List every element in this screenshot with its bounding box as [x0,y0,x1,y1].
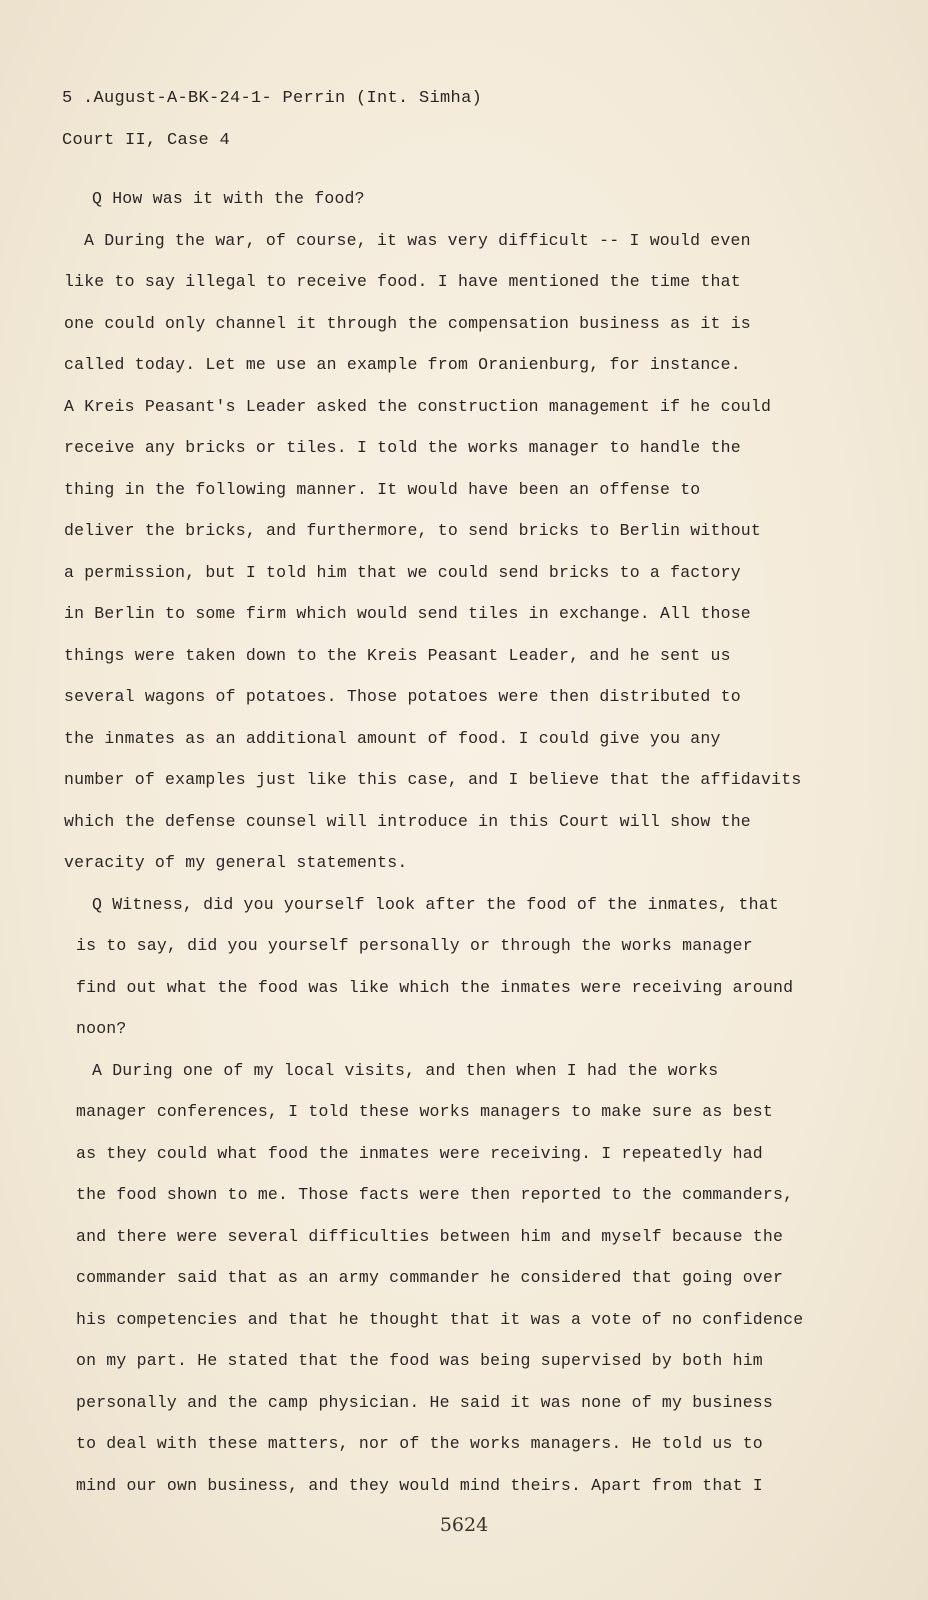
page-number: 5624 [439,1514,489,1536]
answer-paragraph [64,220,854,884]
text-line: deliver the bricks, and furthermore, to send bricks to Berlin without [64,521,762,540]
text-line: to deal with these matters, nor of the works managers. He told us to [76,1434,763,1453]
text-line: Q How was it with the food? [92,189,365,208]
text-line: A Kreis Peasant's Leader asked the construction management if he could [64,396,772,416]
text-line: manager conferences, I told these works managers to make sure as best [76,1102,774,1121]
text-line: called today. Let me use an example from Oranienburg, for instance. [64,355,741,374]
document-header [62,78,482,161]
header-reference-line: 5 .August-A-BK-24-1- Perrin (Int. Simha) [62,89,483,108]
text-line: on my part. He stated that the food was being supervised by both him [76,1351,763,1370]
text-line: his competencies and that he thought that it was a vote of no confidence [76,1309,804,1329]
text-line: personally and the camp physician. He said it was none of my business [76,1392,774,1412]
text-line: Q Witness, did you yourself look after the food of the inmates, that [92,894,779,914]
text-line: one could only channel it through the compensation business as it is [64,313,751,333]
text-line: as they could what food the inmates were receiving. I repeatedly had [76,1143,763,1163]
text-line: which the defense counsel will introduce in this Court will show the [64,811,751,831]
text-line: find out what the food was like which the inmates were receiving around [76,977,794,997]
text-line: like to say illegal to receive food. I have mentioned the time that [64,272,741,291]
header-court-line: Court II, Case 4 [62,130,231,150]
text-line: A During the war, of course, it was very difficult -- I would even [84,230,751,250]
text-line: things were taken down to the Kreis Peasant Leader, and he sent us [64,645,731,665]
text-line: the inmates as an additional amount of food. I could give you any [64,728,721,748]
text-line: a permission, but I told him that we could send bricks to a factory [64,562,741,582]
answer-paragraph [64,1050,854,1507]
text-line: number of examples just like this case, and I believe that the affidavits [64,770,802,789]
text-line: A During one of my local visits, and then when I had the works [92,1060,719,1080]
transcript-body [64,178,854,1506]
text-line: in Berlin to some firm which would send tiles in exchange. All those [64,604,751,623]
question-paragraph [64,178,854,220]
text-line: receive any bricks or tiles. I told the works manager to handle the [64,438,741,457]
text-line: several wagons of potatoes. Those potatoes were then distributed to [64,687,741,706]
text-line: veracity of my general statements. [64,853,408,872]
text-line: thing in the following manner. It would have been an offense to [64,479,701,499]
text-line: is to say, did you yourself personally or through the works manager [76,936,753,955]
text-line: the food shown to me. Those facts were then reported to the commanders, [76,1185,794,1204]
text-line: noon? [76,1019,127,1038]
question-paragraph [64,884,854,1050]
text-line: commander said that as an army commander he considered that going over [76,1268,784,1287]
text-line: mind our own business, and they would mind theirs. Apart from that I [76,1475,763,1495]
text-line: and there were several difficulties between him and myself because the [76,1226,784,1246]
